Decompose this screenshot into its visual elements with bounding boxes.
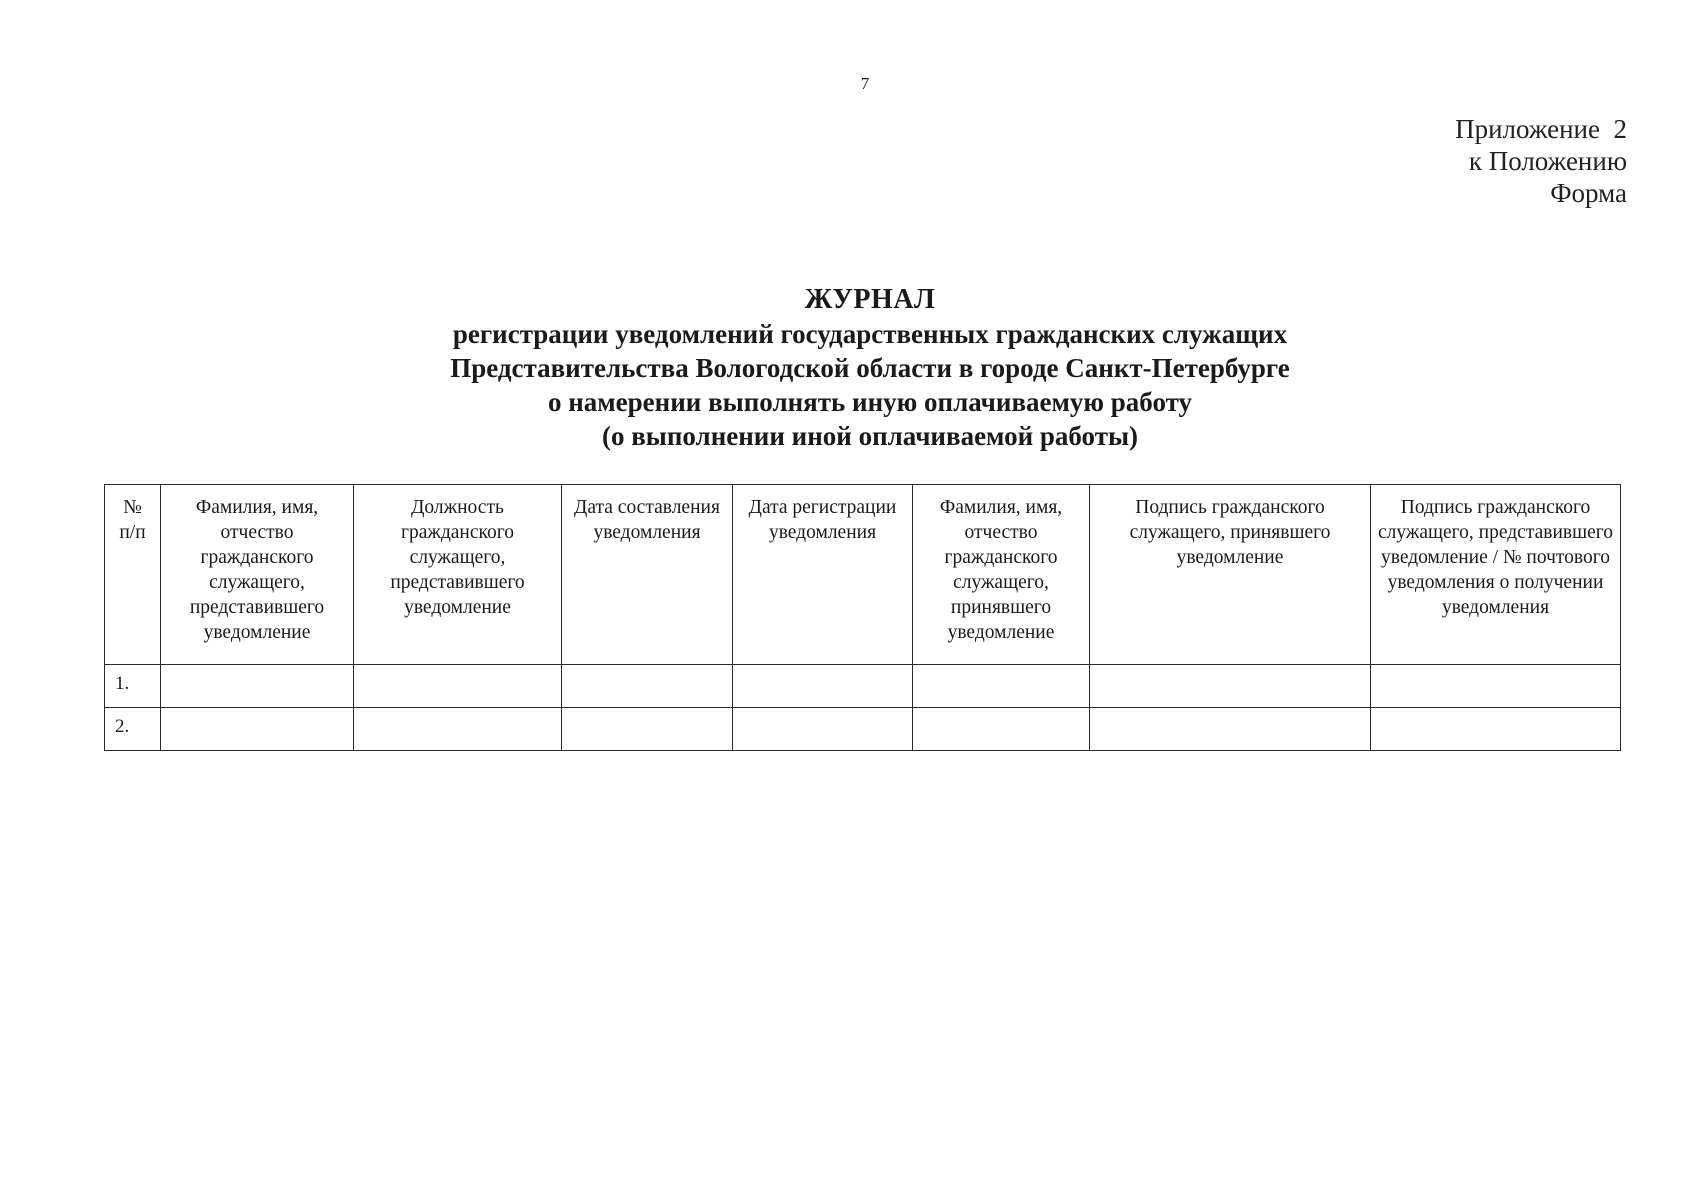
- header-receiver-name: Фамилия, имя, отчество гражданского служащего, принявшего уведомление: [913, 485, 1090, 665]
- table-row: [105, 708, 1621, 751]
- table-cell: [562, 665, 733, 708]
- appendix-line-3: Форма: [1550, 178, 1627, 208]
- title-main: ЖУРНАЛ: [804, 284, 936, 315]
- table-cell: [913, 708, 1090, 751]
- table-cell: [354, 665, 562, 708]
- title-line-1: регистрации уведомлений государственных гражданских служащих: [452, 319, 1288, 349]
- table-cell: [733, 708, 913, 751]
- table-cell: [1371, 708, 1621, 751]
- header-submitter-name: Фамилия, имя, отчество гражданского служащего, представившего уведомление: [161, 485, 354, 665]
- table-cell: [913, 665, 1090, 708]
- appendix-note: [1455, 113, 1627, 209]
- table-row: [105, 665, 1621, 708]
- table-cell: [1090, 708, 1371, 751]
- table-cell: [733, 665, 913, 708]
- page-number: 7: [860, 74, 870, 93]
- header-compilation-date: Дата составления уведомления: [562, 485, 733, 665]
- table-cell: [354, 708, 562, 751]
- table-cell: [161, 708, 354, 751]
- journal-table: [104, 484, 1621, 751]
- table-cell: [161, 665, 354, 708]
- title-line-3: о намерении выполнять иную оплачиваемую работу: [547, 387, 1193, 417]
- document-title: [0, 283, 1695, 453]
- title-line-4: (о выполнении иной оплачиваемой работы): [601, 421, 1139, 451]
- appendix-line-1: Приложение 2: [1455, 114, 1627, 144]
- table-cell: [562, 708, 733, 751]
- row-number-cell: 2.: [105, 708, 161, 751]
- appendix-line-2: к Положению: [1468, 146, 1627, 176]
- row-number-cell: 1.: [105, 665, 161, 708]
- table-cell: [1371, 665, 1621, 708]
- header-number: № п/п: [105, 485, 161, 665]
- header-receiver-signature: Подпись гражданского служащего, принявшего уведомление: [1090, 485, 1371, 665]
- header-submitter-position: Должность гражданского служащего, представившего уведомление: [354, 485, 562, 665]
- header-submitter-signature: Подпись гражданского служащего, представившего уведомление / № почтового уведомления о получении уведомления: [1371, 485, 1621, 665]
- header-registration-date: Дата регистрации уведомления: [733, 485, 913, 665]
- title-line-2: Представительства Вологодской области в городе Санкт-Петербурге: [450, 353, 1290, 383]
- table-header-row: [105, 485, 1621, 665]
- table-cell: [1090, 665, 1371, 708]
